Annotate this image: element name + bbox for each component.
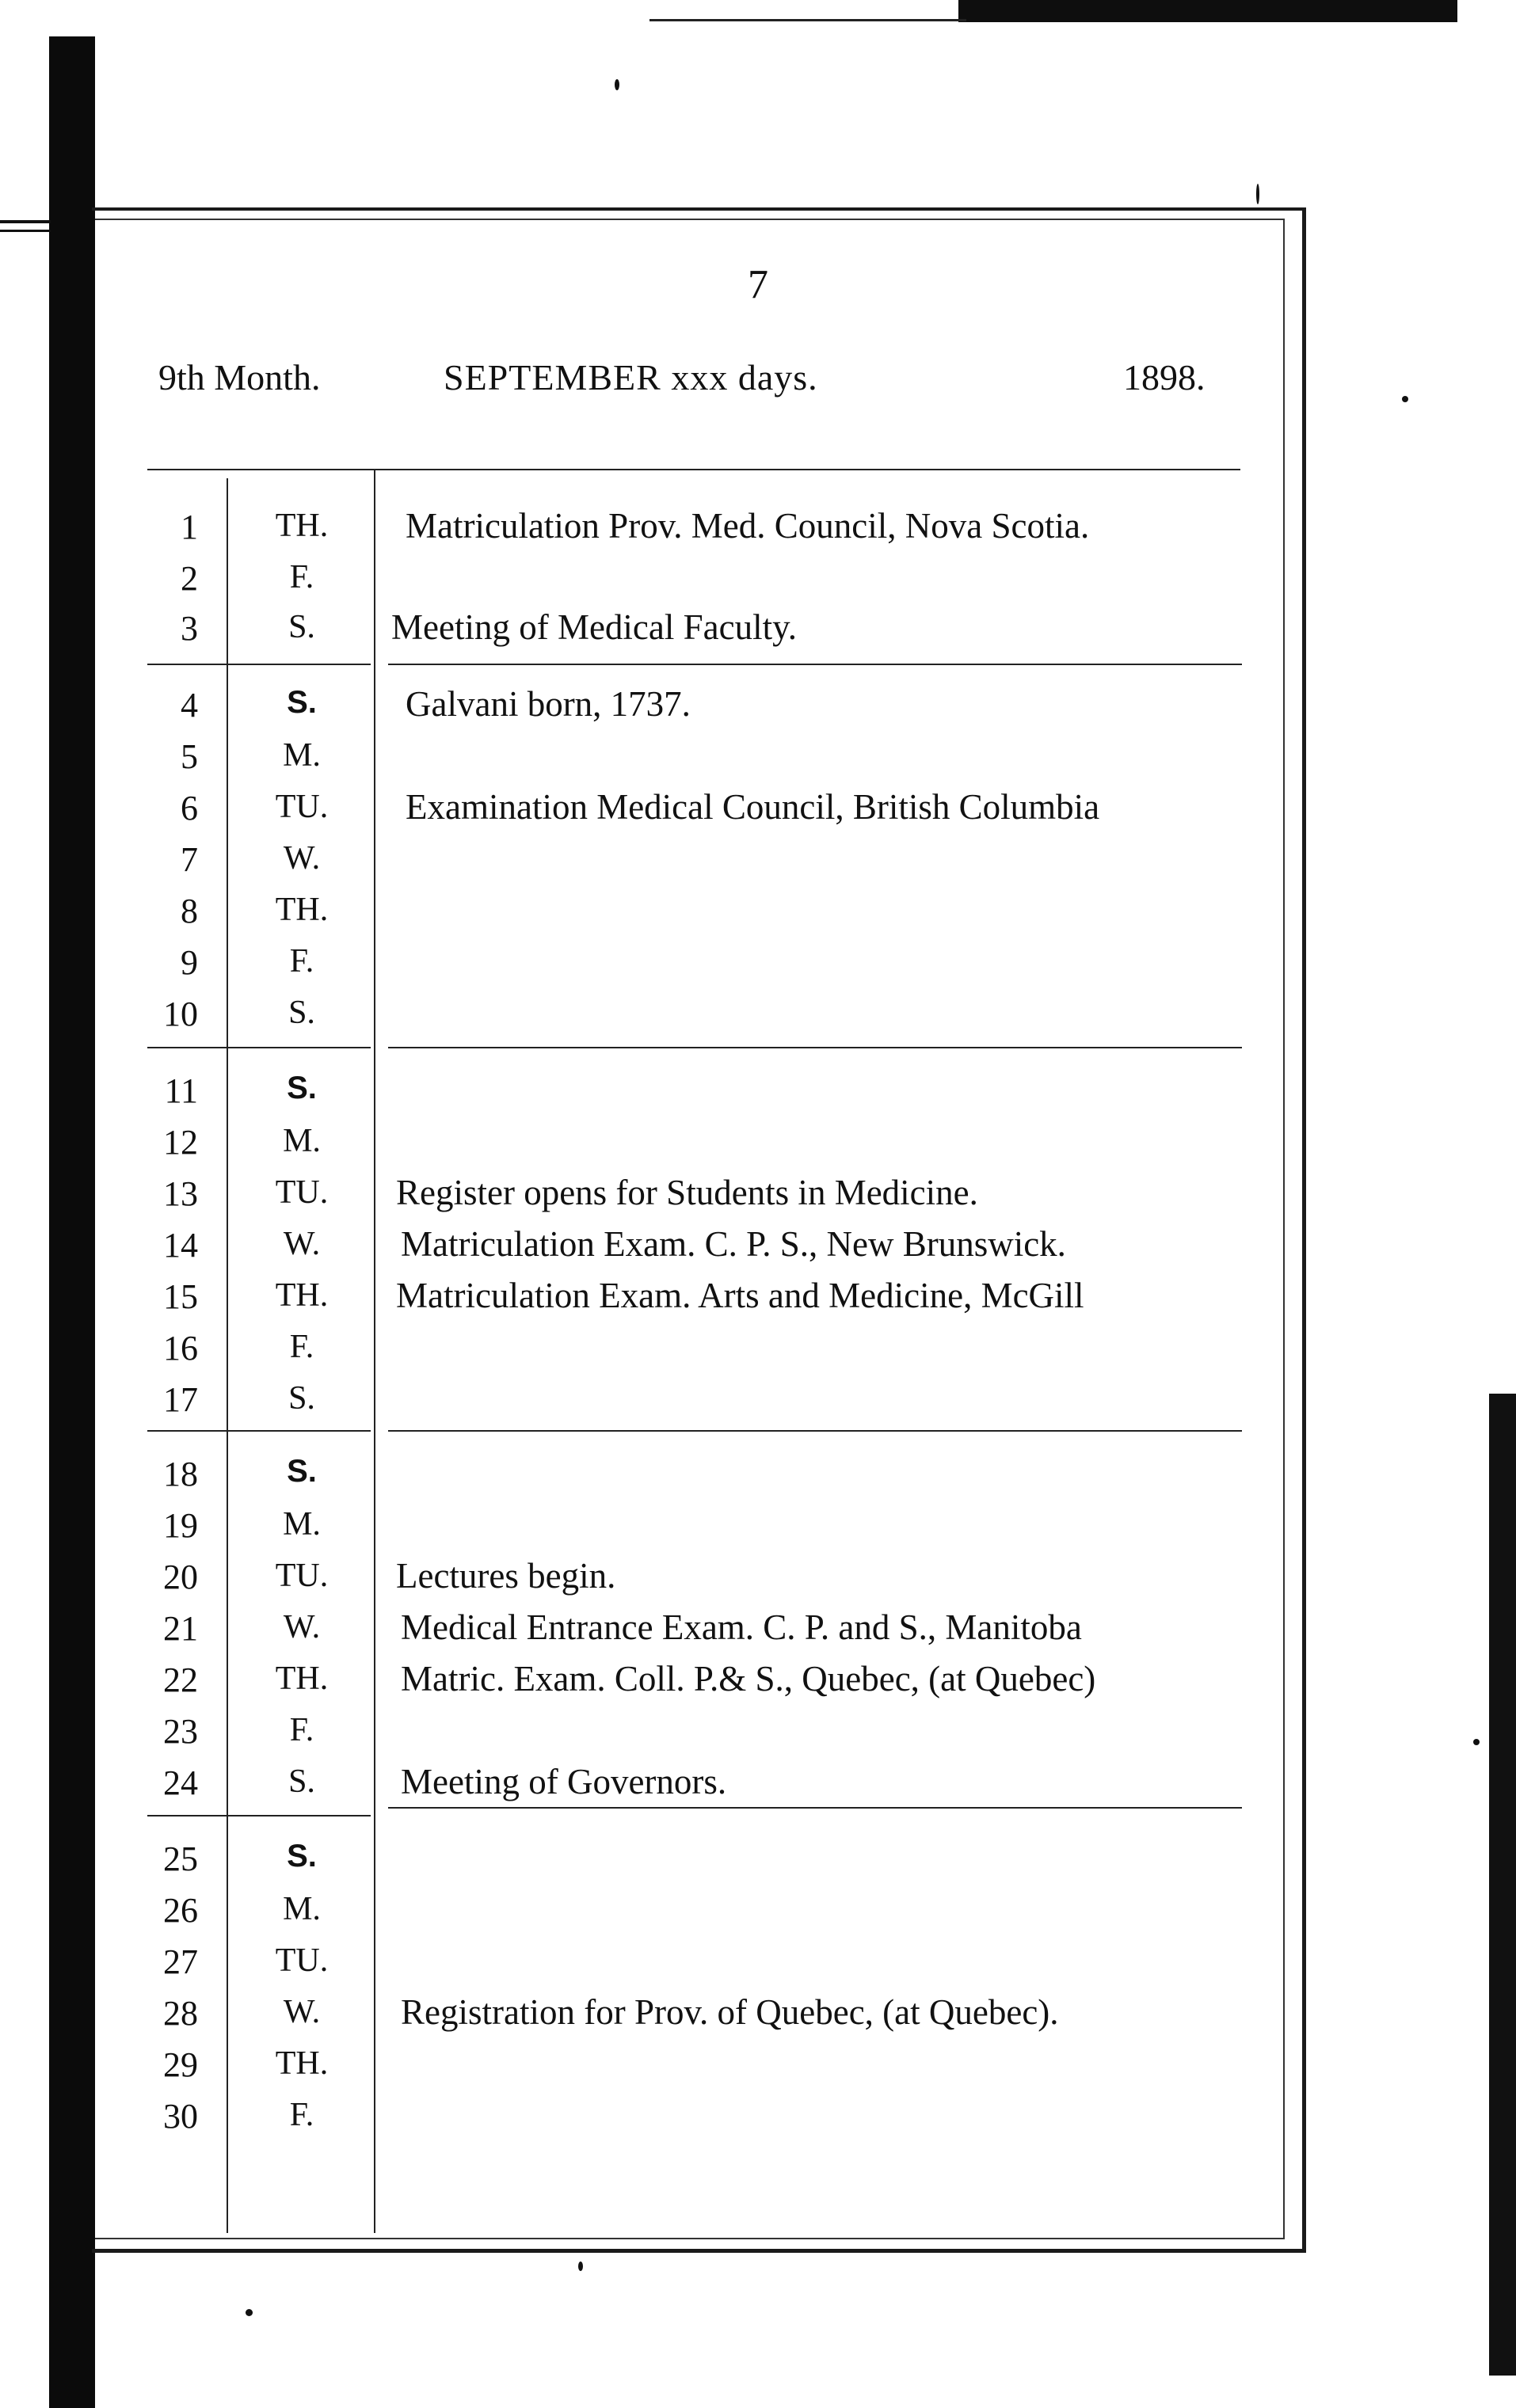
week-rule xyxy=(388,1807,1242,1809)
weekday: TU. xyxy=(275,1942,329,1979)
day-number: 11 xyxy=(164,1071,198,1110)
scan-top-edge xyxy=(958,0,1457,22)
day-number: 19 xyxy=(163,1506,198,1545)
weekday: F. xyxy=(289,1712,314,1748)
weekday: S. xyxy=(288,995,315,1031)
week-rule xyxy=(388,664,1242,665)
scan-speck xyxy=(578,2262,583,2271)
day-number: 28 xyxy=(163,1994,198,2033)
weekday: W. xyxy=(283,1609,321,1645)
weekday: TH. xyxy=(275,892,329,928)
weekday: S. xyxy=(287,685,317,720)
weekday-column-rule xyxy=(374,469,375,2233)
scan-left-mark xyxy=(0,220,51,223)
weekday: F. xyxy=(289,1329,314,1365)
weekday: TH. xyxy=(275,2045,329,2082)
day-number: 5 xyxy=(181,737,198,776)
day-number: 29 xyxy=(163,2045,198,2084)
weekday: W. xyxy=(283,840,321,877)
event-note: Meeting of Governors. xyxy=(401,1762,727,1801)
table-top-rule xyxy=(147,469,1240,470)
day-number: 12 xyxy=(163,1123,198,1162)
weekday: W. xyxy=(283,1994,321,2030)
event-note: Lectures begin. xyxy=(396,1556,616,1596)
scan-speck xyxy=(1473,1739,1480,1745)
month-label: 9th Month. xyxy=(158,357,321,398)
weekday: S. xyxy=(287,1454,317,1489)
day-number: 27 xyxy=(163,1942,198,1981)
day-number: 18 xyxy=(163,1455,198,1493)
weekday: S. xyxy=(288,1380,315,1417)
day-number: 14 xyxy=(163,1226,198,1265)
day-number: 6 xyxy=(181,789,198,827)
day-number: 4 xyxy=(181,686,198,725)
week-rule xyxy=(147,664,371,665)
weekday: F. xyxy=(289,2097,314,2133)
event-note: Matriculation Exam. C. P. S., New Brunswick. xyxy=(401,1224,1066,1264)
scan-speck xyxy=(615,79,619,90)
day-number: 21 xyxy=(163,1609,198,1648)
weekday: W. xyxy=(283,1226,321,1262)
day-number: 1 xyxy=(181,508,198,546)
weekday: S. xyxy=(287,1839,317,1874)
day-number: 26 xyxy=(163,1891,198,1930)
event-note: Register opens for Students in Medicine. xyxy=(396,1173,978,1212)
scan-speck xyxy=(246,2309,253,2316)
weekday: TU. xyxy=(275,789,329,825)
scan-speck xyxy=(1402,396,1408,402)
week-rule xyxy=(147,1047,371,1048)
weekday: S. xyxy=(288,609,315,645)
day-number: 13 xyxy=(163,1174,198,1213)
scan-left-mark xyxy=(0,230,51,232)
day-number: 25 xyxy=(163,1839,198,1878)
weekday: TH. xyxy=(275,508,329,544)
week-rule xyxy=(147,1430,371,1432)
scan-speck xyxy=(1256,184,1259,204)
scan-edge-shadow xyxy=(1489,1394,1516,2376)
day-number: 7 xyxy=(181,840,198,879)
weekday: TU. xyxy=(275,1174,329,1211)
event-note: Matric. Exam. Coll. P.& S., Quebec, (at Quebec) xyxy=(401,1659,1096,1699)
day-number: 17 xyxy=(163,1380,198,1419)
weekday: S. xyxy=(288,1763,315,1800)
weekday: M. xyxy=(283,1506,321,1543)
day-number: 2 xyxy=(181,559,198,598)
weekday: S. xyxy=(287,1071,317,1105)
day-number: 9 xyxy=(181,943,198,982)
week-rule xyxy=(147,1815,371,1816)
scan-spine-shadow xyxy=(49,36,95,2408)
weekday: M. xyxy=(283,1123,321,1159)
day-number: 16 xyxy=(163,1329,198,1368)
day-number: 24 xyxy=(163,1763,198,1802)
day-number: 3 xyxy=(181,609,198,648)
page-number: 7 xyxy=(748,262,768,307)
event-note: Matriculation Exam. Arts and Medicine, McGill xyxy=(396,1276,1084,1315)
day-number: 15 xyxy=(163,1277,198,1316)
weekday: F. xyxy=(289,559,314,595)
week-rule xyxy=(388,1047,1242,1048)
day-number: 8 xyxy=(181,892,198,930)
day-column-rule xyxy=(227,478,228,2233)
week-rule xyxy=(388,1430,1242,1432)
weekday: M. xyxy=(283,1891,321,1927)
event-note: Galvani born, 1737. xyxy=(406,684,691,724)
weekday: F. xyxy=(289,943,314,980)
event-note: Matriculation Prov. Med. Council, Nova Scotia. xyxy=(406,506,1090,546)
day-number: 30 xyxy=(163,2097,198,2136)
event-note: Meeting of Medical Faculty. xyxy=(391,607,797,647)
weekday: TH. xyxy=(275,1277,329,1314)
weekday: TU. xyxy=(275,1558,329,1594)
day-number: 23 xyxy=(163,1712,198,1751)
scan-top-line xyxy=(649,19,966,21)
day-number: 20 xyxy=(163,1558,198,1596)
month-title: SEPTEMBER xxx days. xyxy=(444,357,818,398)
weekday: TH. xyxy=(275,1660,329,1697)
day-number: 10 xyxy=(163,995,198,1033)
event-note: Examination Medical Council, British Columbia xyxy=(406,787,1100,827)
day-number: 22 xyxy=(163,1660,198,1699)
weekday: M. xyxy=(283,737,321,774)
event-note: Medical Entrance Exam. C. P. and S., Manitoba xyxy=(401,1607,1082,1647)
year-label: 1898. xyxy=(1123,357,1206,398)
event-note: Registration for Prov. of Quebec, (at Quebec). xyxy=(401,1992,1059,2032)
